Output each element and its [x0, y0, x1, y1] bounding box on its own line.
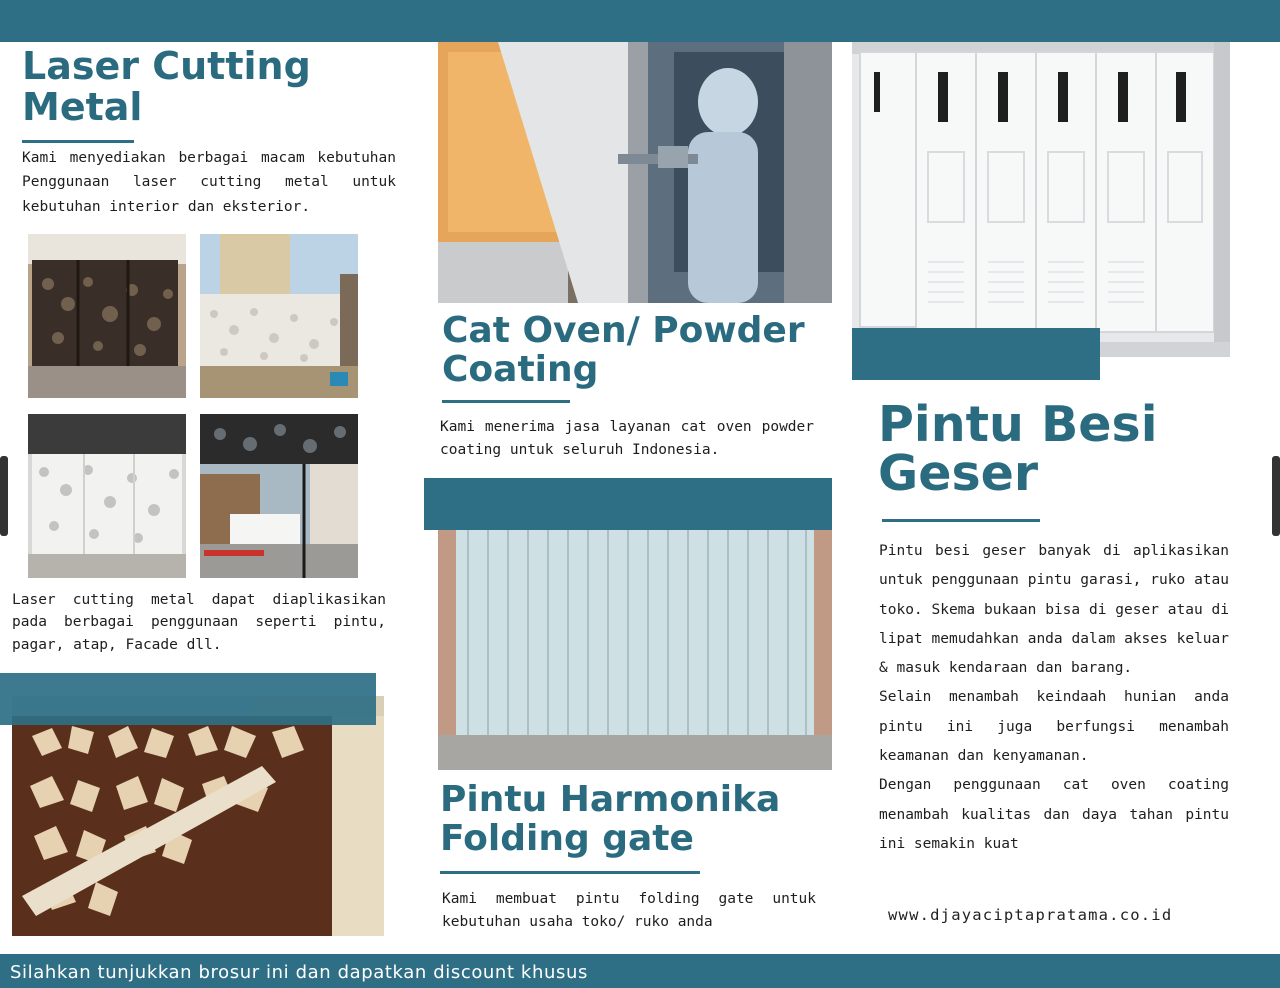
laser-photo-canopy: [200, 414, 358, 578]
powder-coating-photo: [438, 42, 832, 303]
sliding-door-photo: [852, 42, 1230, 357]
geser-title-line2: Geser: [878, 445, 1039, 502]
harmonika-title-underline: [440, 871, 700, 874]
laser-title-underline: [22, 140, 134, 143]
harmonika-title-line1: Pintu Harmonika: [440, 779, 781, 820]
laser-photo-gate-dark: [28, 234, 186, 398]
right-page-tab[interactable]: [1272, 456, 1280, 536]
sliding-door-teal-bar: [852, 328, 1100, 380]
footer-text: Silahkan tunjukkan brosur ini dan dapatkan discount khusus: [10, 962, 588, 983]
harmonika-title-line2: Folding gate: [440, 817, 694, 859]
laser-photo-staircase: [12, 696, 384, 936]
harmonika-title: [440, 781, 780, 859]
laser-title-line2: Metal: [22, 85, 143, 130]
geser-paragraph-3: Dengan penggunaan cat oven coating menambah kualitas dan daya tahan pintu ini semakin kuat: [879, 777, 1229, 852]
laser-description: Kami menyediakan berbagai macam kebutuhan Penggunaan laser cutting metal untuk kebutuhan interior dan eksterior.: [22, 150, 396, 215]
powder-title-underline: [442, 400, 570, 403]
harmonika-teal-bar: [424, 478, 832, 530]
geser-title: [878, 396, 1158, 502]
website-url[interactable]: www.djayaciptapratama.co.id: [888, 906, 1173, 924]
left-page-tab[interactable]: [0, 456, 8, 536]
top-banner: [0, 0, 1280, 42]
harmonika-description: Kami membuat pintu folding gate untuk kebutuhan usaha toko/ ruko anda: [442, 891, 816, 931]
laser-photo-facade-white: [200, 234, 358, 398]
geser-description: [879, 537, 1229, 859]
geser-paragraph-2: Selain menambah keindaah hunian anda pintu ini juga berfungsi menambah keamanan dan kenyamanan.: [879, 689, 1229, 764]
laser-title-line1: Laser Cutting: [22, 44, 311, 88]
laser-title: [22, 46, 311, 128]
harmonika-photo: [438, 525, 832, 770]
geser-paragraph-1: Pintu besi geser banyak di aplikasikan untuk penggunaan pintu garasi, ruko atau toko. Skema bukaan bisa di geser atau di lipat memudahkan anda dalam akses keluar & masuk kendaraan dan barang.: [879, 543, 1229, 677]
powder-title-line2: Coating: [442, 348, 599, 390]
geser-title-line1: Pintu Besi: [878, 396, 1158, 453]
powder-description: Kami menerima jasa layanan cat oven powder coating untuk seluruh Indonesia.: [440, 419, 814, 459]
powder-title-line1: Cat Oven/ Powder: [442, 310, 805, 351]
laser-caption: Laser cutting metal dapat diaplikasikan pada berbagai penggunaan seperti pintu, pagar, atap, Facade dll.: [12, 592, 386, 653]
geser-title-underline: [882, 519, 1040, 522]
staircase-teal-bar: [0, 673, 376, 725]
laser-photo-fence-white: [28, 414, 186, 578]
powder-title: [442, 312, 805, 390]
